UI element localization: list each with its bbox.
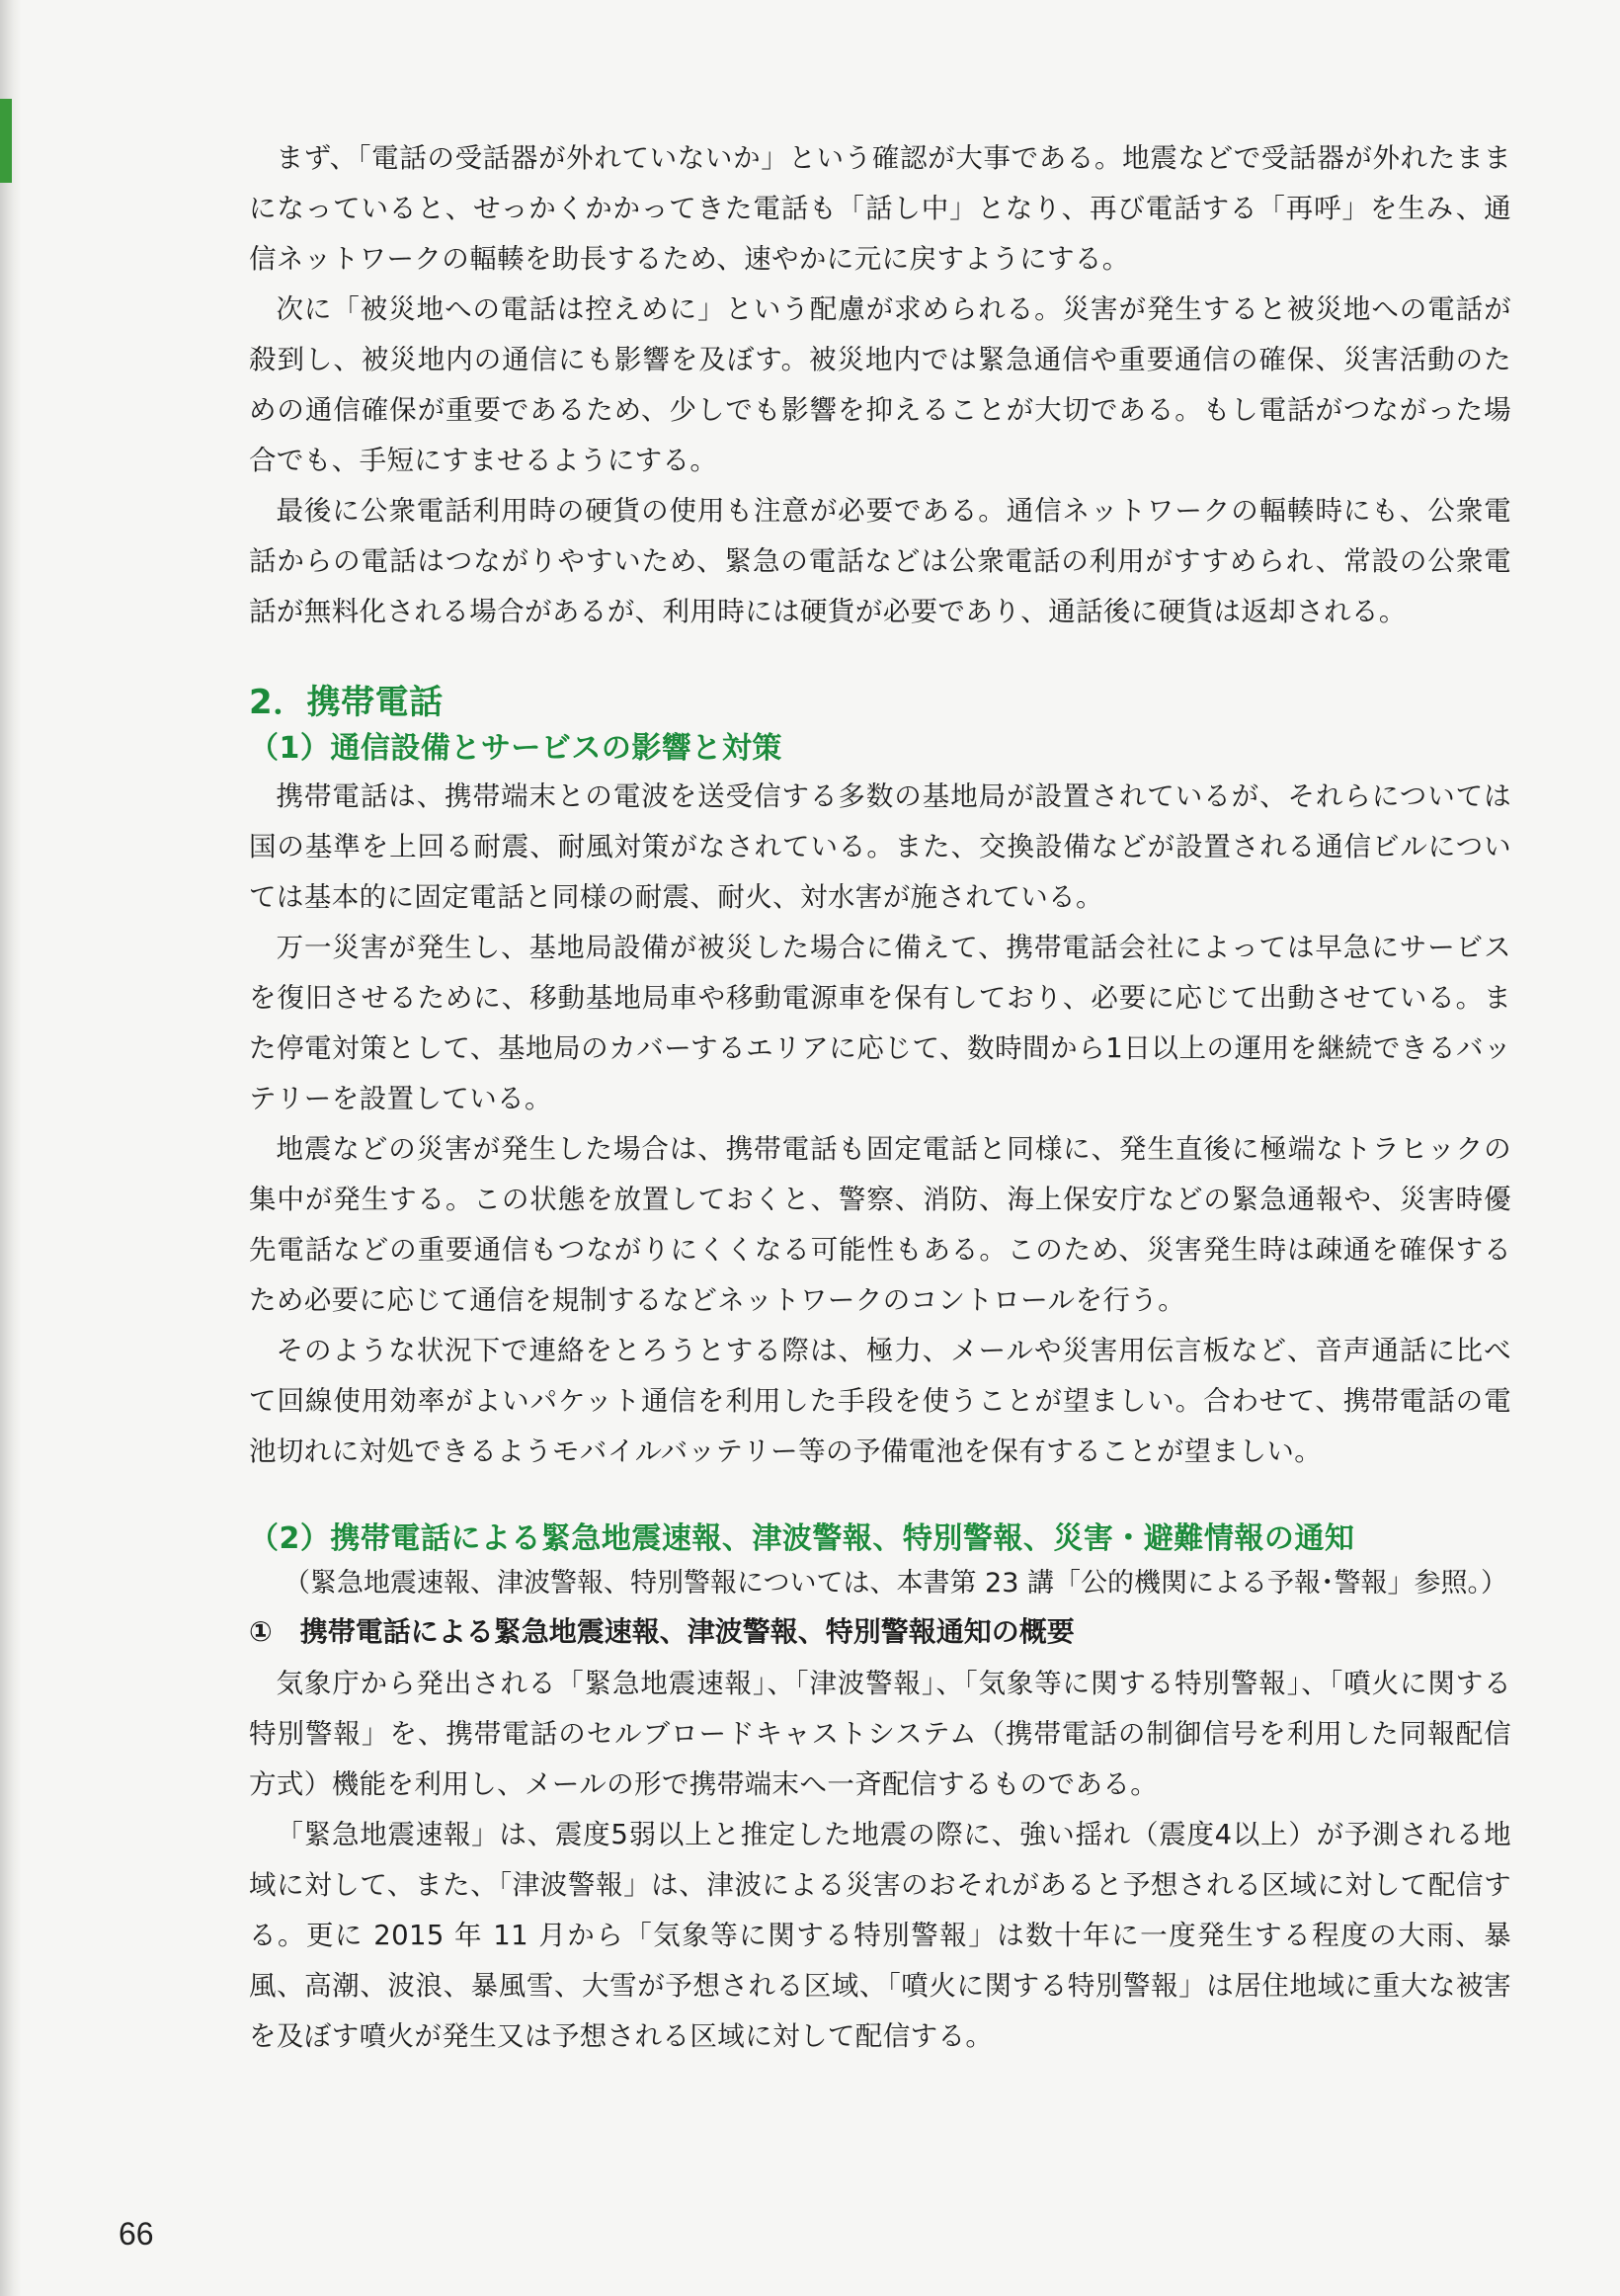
body-paragraph: 最後に公衆電話利用時の硬貨の使用も注意が必要である。通信ネットワークの輻輳時にも、公衆電話からの電話はつながりやすいため、緊急の電話などは公衆電話の利用がすすめられ、常設の公衆電話が無料化される場合があるが、利用時には硬貨が必要であり、通話後に硬貨は返却される。: [249, 495, 1511, 627]
chapter-tab-marker: [0, 99, 12, 183]
body-paragraph: 万一災害が発生し、基地局設備が被災した場合に備えて、携帯電話会社によっては早急にサービスを復旧させるために、移動基地局車や移動電源車を保有しており、必要に応じて出動させている。また停電対策として、基地局のカバーするエリアに応じて、数時間から1日以上の運用を継続できるバッテリーを設置している。: [249, 932, 1511, 1114]
item-heading: ① 携帯電話による緊急地震速報、津波警報、特別警報通知の概要: [249, 1615, 1075, 1648]
body-paragraph: 携帯電話は、携帯端末との電波を送受信する多数の基地局が設置されているが、それらについては国の基準を上回る耐震、耐風対策がなされている。また、交換設備などが設置される通信ビルについては基本的に固定電話と同様の耐震、耐火、対水害が施されている。: [249, 780, 1511, 913]
reference-note: （緊急地震速報、津波警報、特別警報については、本書第 23 講「公的機関による予報･警報」参照。）: [284, 1568, 1507, 1599]
body-paragraph: 「緊急地震速報」は、震度5弱以上と推定した地震の際に、強い揺れ（震度4以上）が予測される地域に対して、また、「津波警報」は、津波による災害のおそれがあると予想される区域に対して配信する。更に 2015 年 11 月から「気象等に関する特別警報」は数十年に一度発生する程度の大雨、暴風、高潮、波浪、暴風雪、大雪が予想される区域、「噴火に関する特別警報」は居住地域に重大な被害を及ぼす噴火が発生又は予想される区域に対して配信する。: [249, 1819, 1511, 2052]
subsection-heading: （2）携帯電話による緊急地震速報、津波警報、特別警報、災害・避難情報の通知: [249, 1521, 1355, 1556]
section-heading: 2．携帯電話: [249, 683, 444, 722]
body-paragraph: 次に「被災地への電話は控えめに」という配慮が求められる。災害が発生すると被災地への電話が殺到し、被災地内の通信にも影響を及ぼす。被災地内では緊急通信や重要通信の確保、災害活動のための通信確保が重要であるため、少しでも影響を抑えることが大切である。もし電話がつながった場合でも、手短にすませるようにする。: [249, 293, 1511, 476]
subsection-heading: （1）通信設備とサービスの影響と対策: [249, 731, 782, 766]
body-paragraph: まず、「電話の受話器が外れていないか」という確認が大事である。地震などで受話器が外れたままになっていると、せっかくかかってきた電話も「話し中」となり、再び電話する「再呼」を生み、通信ネットワークの輻輳を助長するため、速やかに元に戻すようにする。: [249, 142, 1511, 275]
page-number: 66: [119, 2216, 154, 2252]
body-paragraph: そのような状況下で連絡をとろうとする際は、極力、メールや災害用伝言板など、音声通話に比べて回線使用効率がよいパケット通信を利用した手段を使うことが望ましい。合わせて、携帯電話の電池切れに対処できるようモバイルバッテリー等の予備電池を保有することが望ましい。: [249, 1335, 1511, 1467]
body-paragraph: 気象庁から発出される「緊急地震速報」、「津波警報」、「気象等に関する特別警報」、「噴火に関する特別警報」を、携帯電話のセルブロードキャストシステム（携帯電話の制御信号を利用した同報配信方式）機能を利用し、メールの形で携帯端末へ一斉配信するものである。: [249, 1668, 1511, 1800]
page-body: [249, 133, 1511, 2062]
body-paragraph: 地震などの災害が発生した場合は、携帯電話も固定電話と同様に、発生直後に極端なトラヒックの集中が発生する。この状態を放置しておくと、警察、消防、海上保安庁などの緊急通報や、災害時優先電話などの重要通信もつながりにくくなる可能性もある。このため、災害発生時は疎通を確保するため必要に応じて通信を規制するなどネットワークのコントロールを行う。: [249, 1133, 1511, 1316]
page-edge-shadow: [0, 0, 22, 2296]
